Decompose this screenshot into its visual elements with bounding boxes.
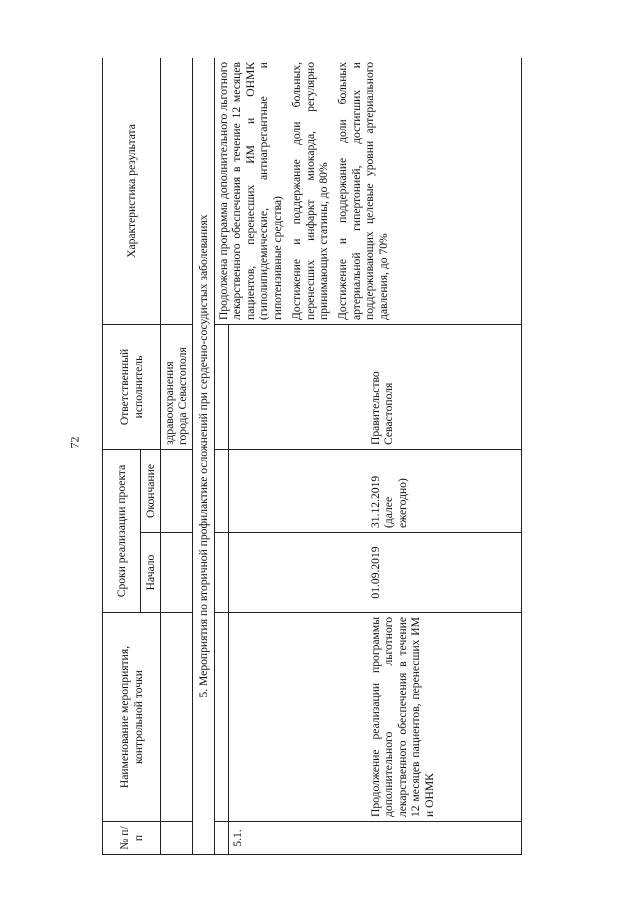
header-period: Сроки реализации проекта: [103, 449, 141, 612]
gap-responsible: [214, 324, 228, 449]
gap-num: [214, 822, 228, 855]
results-table: [102, 58, 522, 855]
row-end: 31.12.2019 (далее ежегодно): [228, 449, 521, 532]
header-end: Окончание: [141, 449, 161, 532]
header-responsible: Ответственный исполнитель: [103, 324, 161, 449]
spacer-row: [214, 58, 228, 855]
continuation-row: [161, 58, 193, 855]
gap-end: [214, 449, 228, 532]
section-row: [192, 58, 214, 855]
header-start: Начало: [141, 533, 161, 613]
row-num: 5.1.: [228, 822, 521, 855]
gap-name: [214, 613, 228, 822]
cont-result: [161, 58, 193, 324]
result-cell: [214, 58, 521, 324]
cont-name: [161, 613, 193, 822]
result-item: Достижение и поддержание доли больных артериальной гипертонией, достигших и поддерживающих целевые уровни артериального давления, до 70%: [336, 61, 390, 320]
row-name: Продолжение реализации программы дополнительного льготного лекарственного обеспечения в течение 12 месяцев пациентов, перенесших ИМ и ОНМК: [228, 613, 521, 822]
result-item: Достижение и поддержание доли больных, перенесших инфаркт миокарда, регулярно принимающих статины, до 80%: [290, 61, 330, 320]
result-item: Продолжена программа дополнительного льготного лекарственного обеспечения в течение 12 месяцев пациентов, перенесших ИМ и ОНМК (гиполипидемические, антиагрегантные и гипотензивные средства): [216, 61, 284, 320]
page-number: 72: [67, 436, 82, 449]
header-name: Наименование мероприятия, контрольной точки: [103, 613, 161, 822]
rotated-table-container: [102, 58, 522, 855]
row-start: 01.09.2019: [228, 533, 521, 613]
table-wrapper: [102, 58, 522, 855]
header-result: Характеристика результата: [103, 58, 161, 324]
cont-responsible: здравоохранения города Севастополя: [161, 324, 193, 449]
gap-start: [214, 533, 228, 613]
row-responsible: Правительство Севастополя: [228, 324, 521, 449]
cont-num: [161, 822, 193, 855]
header-num: № п/п: [103, 822, 161, 855]
section-title: 5. Мероприятия по вторичной профилактике осложнений при сердечно-сосудистых заболеваниях: [192, 58, 214, 855]
cont-start: [161, 533, 193, 613]
header-row-1: [103, 58, 141, 855]
cont-end: [161, 449, 193, 532]
